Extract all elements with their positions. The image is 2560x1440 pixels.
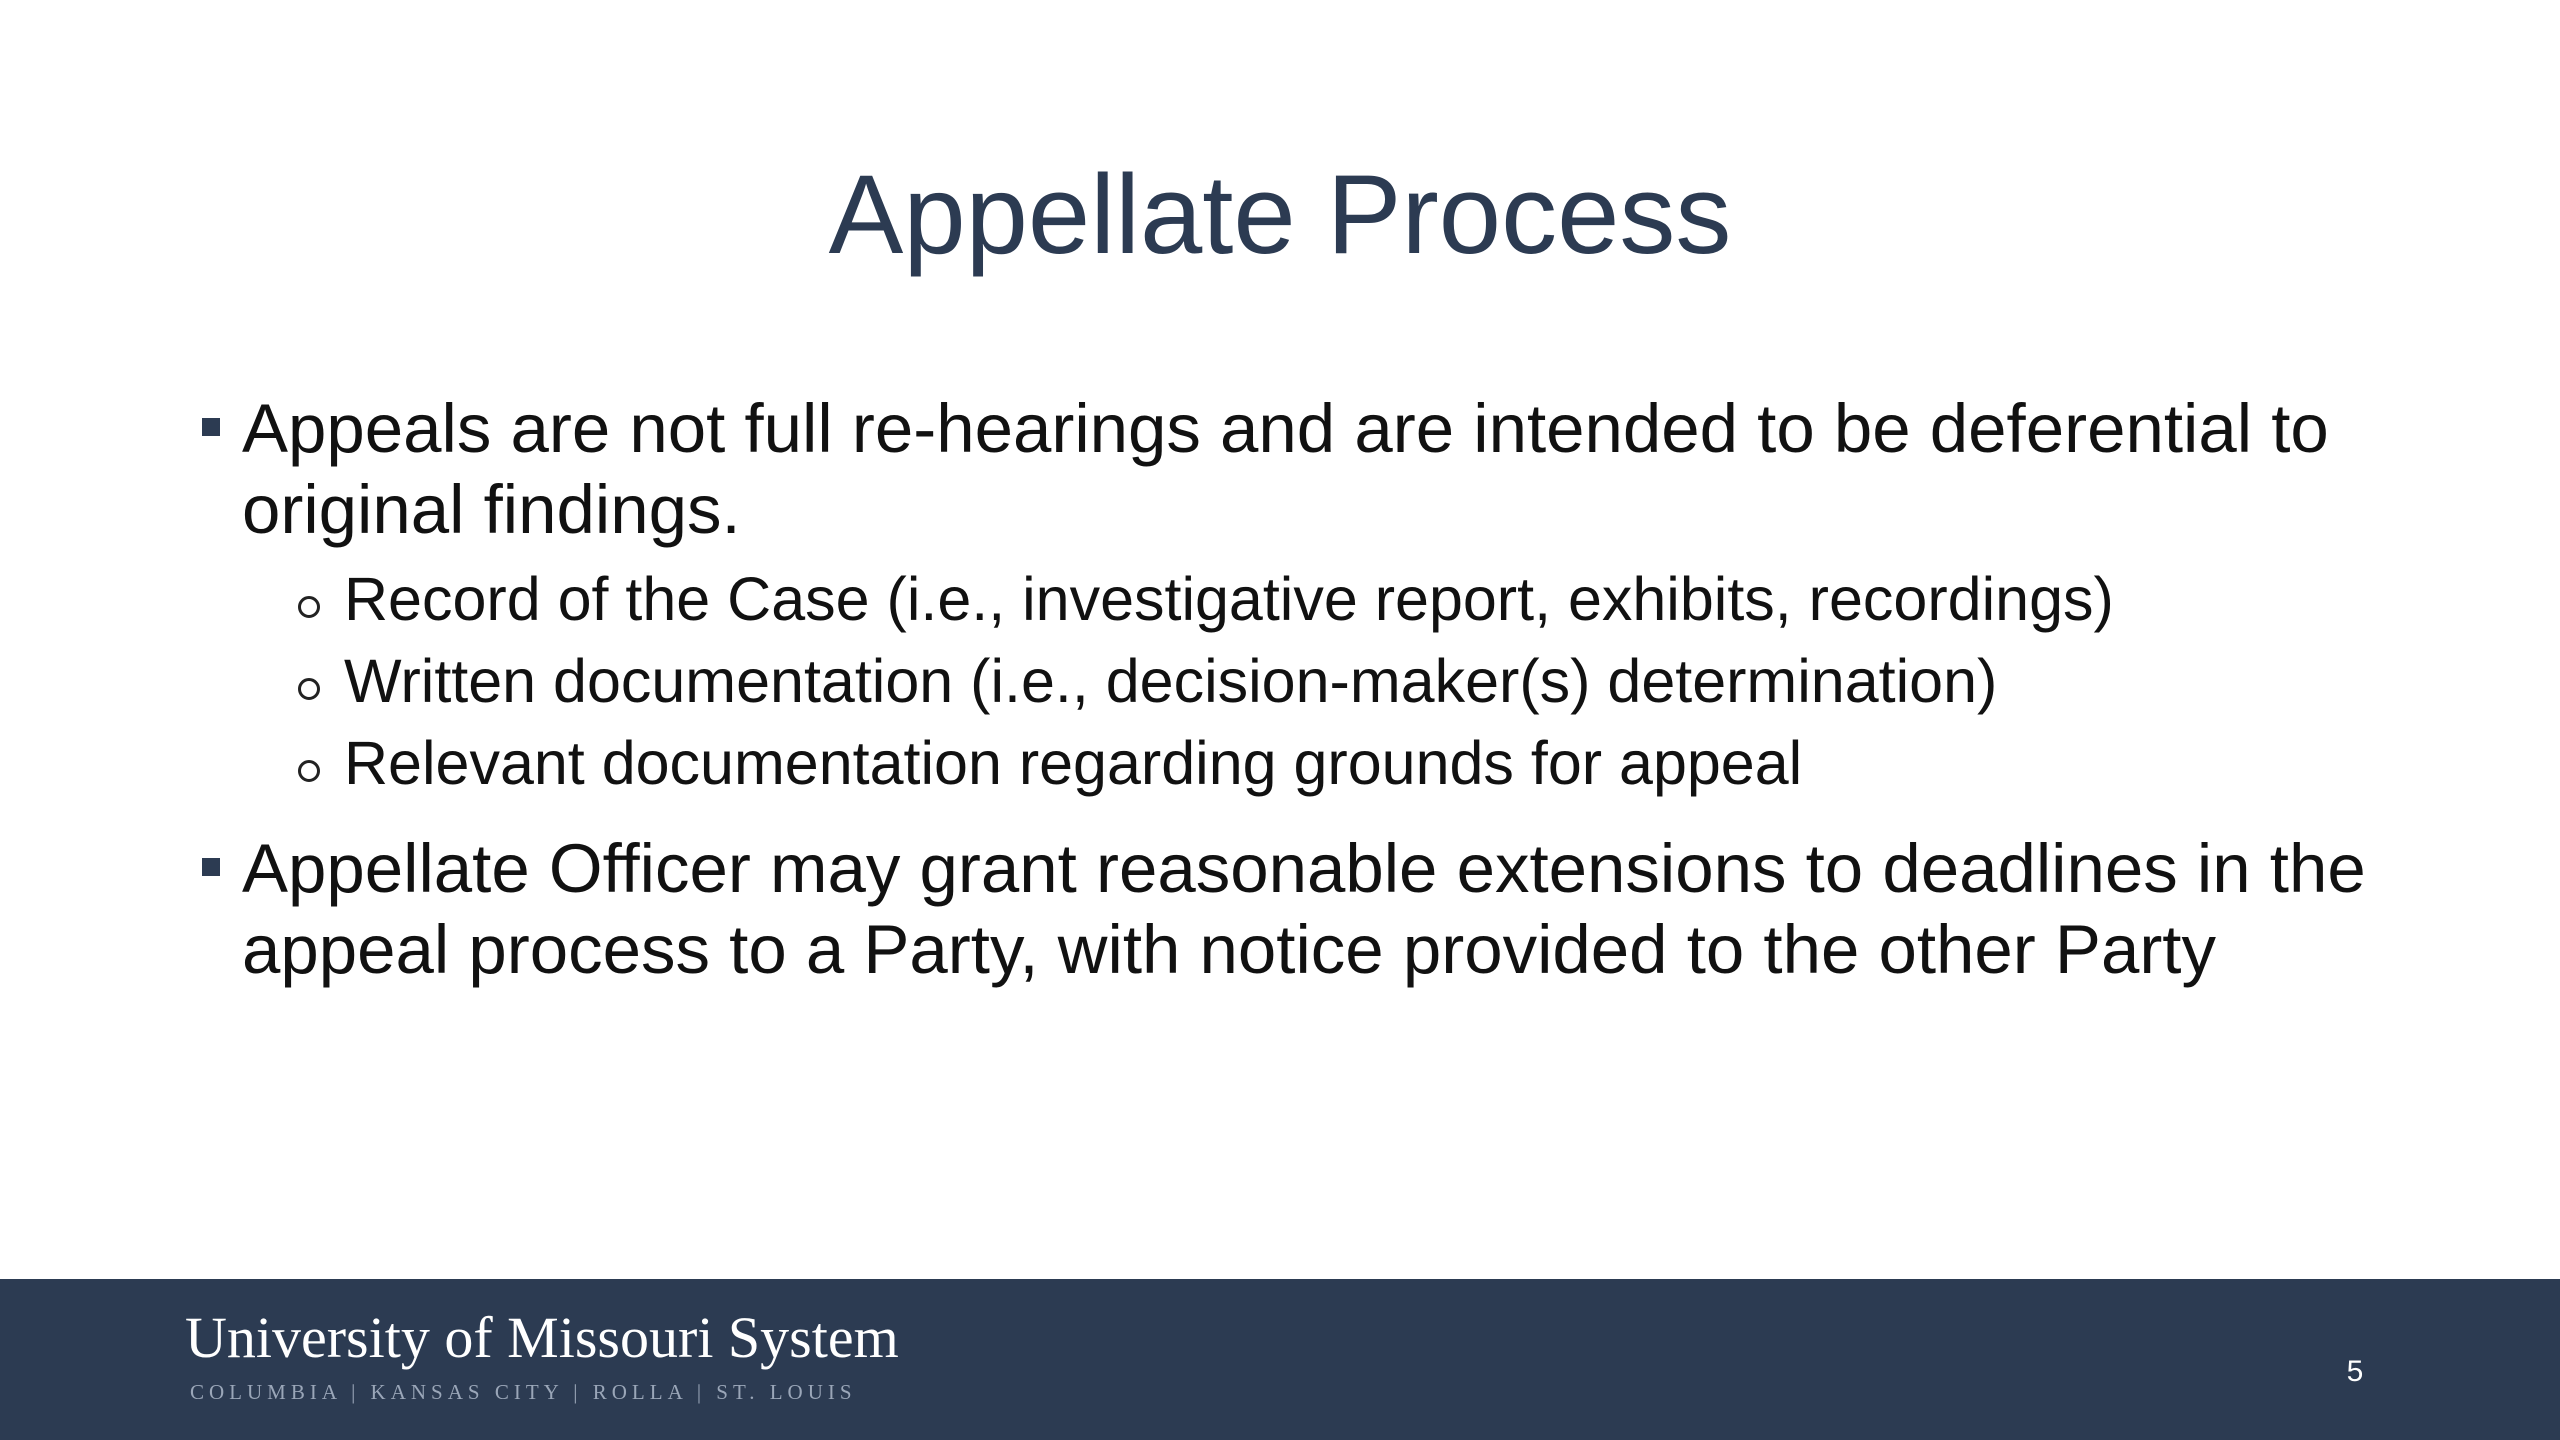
sub-bullet-item <box>294 722 2420 804</box>
bullet-item <box>190 828 2420 990</box>
square-bullet-icon <box>202 858 220 876</box>
bullet-text: Appeals are not full re-hearings and are intended to be deferential to original findings. <box>242 390 2329 548</box>
sub-bullet-list <box>190 558 2420 804</box>
footer-bar <box>0 1279 2560 1440</box>
circle-bullet-icon <box>298 760 320 782</box>
bullet-item <box>190 388 2420 550</box>
bullet-text: Appellate Officer may grant reasonable extensions to deadlines in the appeal process to a Party, with notice provided to the other Party <box>242 830 2366 988</box>
slide-content <box>190 388 2420 990</box>
slide-title: Appellate Process <box>828 152 1732 277</box>
university-logo-name: University of Missouri System <box>185 1305 899 1370</box>
university-logo-campuses: COLUMBIA | KANSAS CITY | ROLLA | ST. LOUIS <box>190 1380 857 1404</box>
square-bullet-icon <box>202 418 220 436</box>
page-number: 5 <box>2346 1355 2364 1388</box>
sub-bullet-text: Relevant documentation regarding grounds for appeal <box>344 729 1803 797</box>
circle-bullet-icon <box>298 678 320 700</box>
sub-bullet-text: Written documentation (i.e., decision-maker(s) determination) <box>344 647 1998 715</box>
sub-bullet-item <box>294 558 2420 640</box>
sub-bullet-item <box>294 640 2420 722</box>
sub-bullet-text: Record of the Case (i.e., investigative report, exhibits, recordings) <box>344 565 2114 633</box>
circle-bullet-icon <box>298 596 320 618</box>
